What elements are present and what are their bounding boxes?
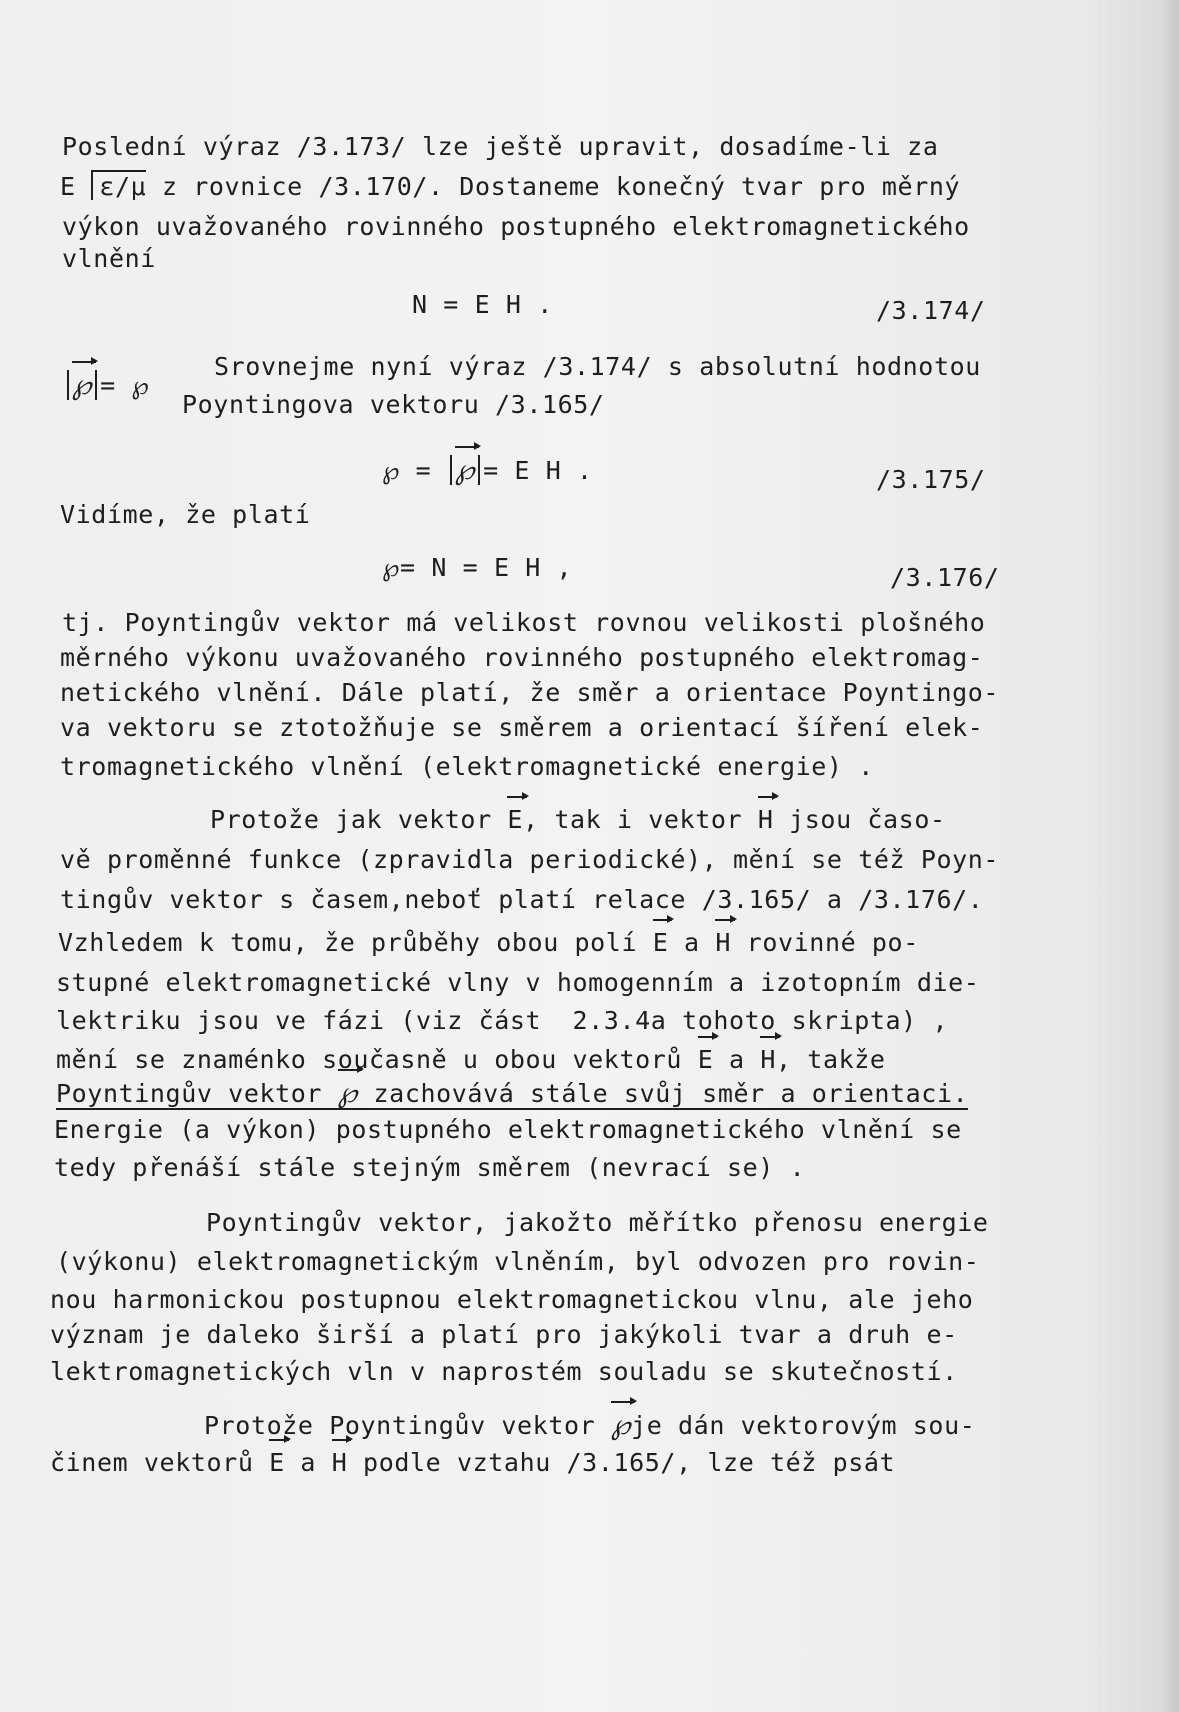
text-line: výkon uvažovaného rovinného postupného elektromagnetického <box>62 212 970 241</box>
text-line: Srovnejme nyní výraz /3.174/ s absolutní hodnotou <box>214 352 981 381</box>
text-line: Protože jak vektor E, tak i vektor H jsou časo- <box>210 805 946 834</box>
equation-number: /3.175/ <box>876 465 986 494</box>
text-line: Poslední výraz /3.173/ lze ještě upravit, dosadíme-li za <box>62 132 939 161</box>
text-line: Poyntingova vektoru /3.165/ <box>182 390 605 419</box>
text-line: Vzhledem k tomu, že průběhy obou polí E a H rovinné po- <box>58 928 919 957</box>
text-line: tingův vektor s časem,neboť platí relace /3.165/ a /3.176/. <box>60 885 984 914</box>
page-edge-shadow <box>1161 0 1179 1712</box>
text-line: va vektoru se ztotožňuje se směrem a orientací šíření elek- <box>60 713 984 742</box>
text-line: tedy přenáší stále stejným směrem (nevrací se) . <box>54 1153 806 1182</box>
text-line: činem vektorů E a H podle vztahu /3.165/, lze též psát <box>50 1448 896 1477</box>
text-line: Vidíme, že platí <box>60 500 311 529</box>
text-line: vlnění <box>62 244 156 273</box>
poynting-vector-symbol: ℘ <box>72 368 93 401</box>
text-line: mění se znaménko současně u obou vektorů E a H, takže <box>56 1045 886 1074</box>
equation-3-175: ℘ = ℘ = E H . <box>382 453 593 486</box>
text-line: (výkonu) elektromagnetickým vlněním, byl odvozen pro rovin- <box>56 1247 980 1276</box>
text-line: měrného výkonu uvažovaného rovinného postupného elektromag- <box>60 643 984 672</box>
text-line: Protože Poyntingův vektor ℘je dán vektorovým sou- <box>204 1408 976 1441</box>
equation-number: /3.174/ <box>876 296 986 325</box>
text-line: stupné elektromagnetické vlny v homogenním a izotopním die- <box>56 968 980 997</box>
equation-3-174: N = E H . <box>412 290 553 319</box>
text-line: netického vlnění. Dále platí, že směr a orientace Poyntingo- <box>60 678 1000 707</box>
margin-note: ℘ = ℘ <box>64 370 149 401</box>
text-line: tj. Poyntingův vektor má velikost rovnou velikosti plošného <box>62 608 986 637</box>
text-line: lektriku jsou ve fázi (viz část 2.3.4a tohoto skripta) , <box>56 1006 949 1035</box>
text-line: Poyntingův vektor, jakožto měřítko přenosu energie <box>206 1208 989 1237</box>
vector-h-symbol: H <box>757 805 774 834</box>
text-line: vě proměnné funkce (zpravidla periodické), mění se též Poyn- <box>60 845 1000 874</box>
text-line: lektromagnetických vln v naprostém souladu se skutečností. <box>50 1357 958 1386</box>
equation-3-176: ℘= N = E H , <box>382 553 573 582</box>
vector-e-symbol: E <box>507 805 524 834</box>
underlined-line: Poyntingův vektor ℘ zachovává stále svůj směr a orientaci. <box>56 1076 969 1109</box>
text-line: Energie (a výkon) postupného elektromagnetického vlnění se <box>54 1115 962 1144</box>
equation-number: /3.176/ <box>890 563 1000 592</box>
text-line: význam je daleko širší a platí pro jakýkoli tvar a druh e- <box>50 1320 958 1349</box>
text-line: E ε/μ z rovnice /3.170/. Dostaneme konečný tvar pro měrný <box>60 172 961 201</box>
text-line: nou harmonickou postupnou elektromagnetickou vlnu, ale jeho <box>50 1285 974 1314</box>
text-line: tromagnetického vlnění (elektromagnetické energie) . <box>60 752 874 781</box>
square-root: ε/μ <box>91 172 146 202</box>
